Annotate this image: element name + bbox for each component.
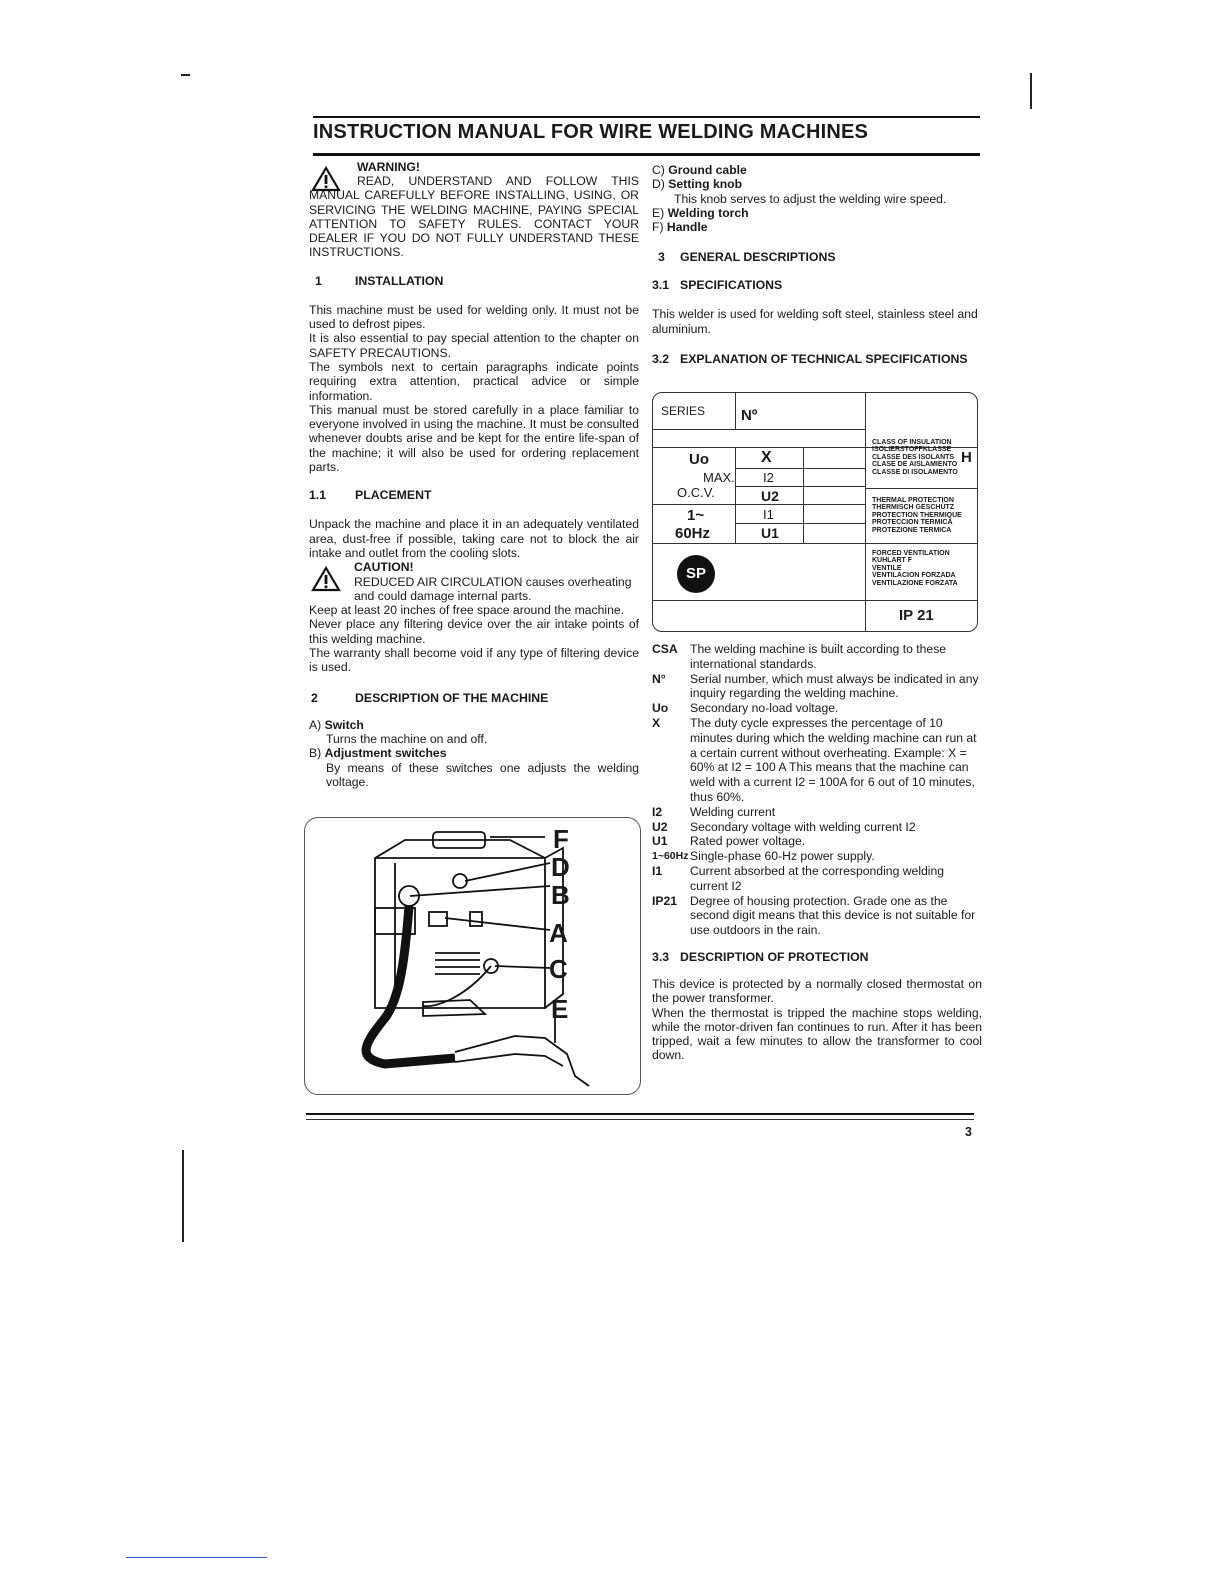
- section-3-heading: [652, 250, 984, 265]
- definition-row: [652, 672, 982, 702]
- item-a-key: A): [309, 717, 322, 732]
- item-e: [652, 206, 984, 220]
- item-f-label: Handle: [666, 220, 708, 235]
- item-f: [652, 220, 984, 234]
- figure-letter-d: D: [551, 852, 570, 882]
- section-3-title: GENERAL DESCRIPTIONS: [680, 250, 836, 265]
- definition-key: U2: [652, 819, 668, 834]
- placement-para-1: Unpack the machine and place it in an adequately ventilated area, dust-free if possible, taking care not to block the air intake and outlet from the cooling slots.: [309, 517, 639, 560]
- definition-key: 1~60Hz: [652, 850, 689, 863]
- section-3-2-heading: [652, 352, 984, 367]
- section-3-1-title: SPECIFICATIONS: [680, 278, 783, 293]
- definition-row: [652, 849, 982, 864]
- definition-key: N°: [652, 671, 666, 686]
- spec-i1: I1: [763, 507, 774, 522]
- placement-para-2: Keep at least 20 inches of free space around the machine.: [309, 603, 625, 618]
- spec-divider-col2: [803, 447, 804, 543]
- footer-rule: [306, 1113, 974, 1115]
- item-e-key: E): [652, 205, 665, 220]
- section-3-1-text: This welder is used for welding soft steel, stainless steel and aluminium.: [652, 307, 978, 336]
- definition-text: Single-phase 60-Hz power supply.: [690, 849, 875, 864]
- protection-para-1: This device is protected by a normally closed thermostat on the power transformer.: [652, 976, 982, 1006]
- spec-insulation-text: CLASS OF INSULATION ISOLIERSTOFFKLASSE CLASSE DES ISOLANTS CLASE DE AISLAMIENTO CLASSE DI ISOLAMENTO: [872, 439, 958, 476]
- section-1-number: 1: [315, 273, 322, 288]
- item-b-desc: By means of these switches one adjusts the welding voltage.: [326, 760, 639, 789]
- definition-text: Serial number, which must always be indicated in any inquiry regarding the welding machine.: [690, 671, 979, 701]
- section-3-number: 3: [658, 250, 665, 265]
- spec-i2: I2: [763, 470, 774, 485]
- definition-row: [652, 701, 982, 716]
- spec-u2: U2: [761, 488, 779, 504]
- definition-row: [652, 642, 982, 672]
- definition-key: Uo: [652, 701, 669, 716]
- section-1-1-title: PLACEMENT: [355, 488, 432, 503]
- section-1-1-body: [309, 517, 639, 674]
- definition-text: The duty cycle expresses the percentage of 10 minutes during which the welding machine can run at a certain current without overheating. Example: X = 60% at I2 = 100 A This means that the machine can weld with a current I2 = 100A for 6 out of 10 minutes, thus 60%.: [690, 715, 977, 804]
- definition-row: [652, 894, 982, 938]
- section-1-heading: [309, 274, 639, 289]
- spec-no-label: Nº: [741, 407, 758, 424]
- spec-ventilation-text: FORCED VENTILATION KUHLART F VENTILE VENTILACION FORZADA VENTILAZIONE FORZATA: [872, 550, 958, 587]
- section-1-para-3: The symbols next to certain paragraphs indicate points requiring extra attention, practical advice or simple information.: [309, 359, 639, 403]
- scan-mark-dash: [181, 74, 190, 76]
- spec-max: MAX.: [703, 470, 735, 485]
- caution-text: REDUCED AIR CIRCULATION causes overheating and could damage internal parts.: [354, 574, 632, 603]
- item-a-label: Switch: [324, 717, 364, 732]
- item-e-label: Welding torch: [667, 205, 749, 220]
- section-3-2-title: EXPLANATION OF TECHNICAL SPECIFICATIONS: [680, 352, 968, 367]
- section-3-3-title: DESCRIPTION OF PROTECTION: [680, 949, 869, 964]
- definition-row: [652, 864, 982, 894]
- item-d-key: D): [652, 177, 665, 192]
- scan-mark-right-bar: [1030, 73, 1032, 109]
- csa-logo: SP: [677, 555, 715, 593]
- section-2-items-left: [309, 718, 639, 789]
- definition-key: I2: [652, 804, 663, 819]
- footer-rule-thin: [306, 1119, 974, 1120]
- figure-letter-b: B: [551, 880, 570, 910]
- section-2-number: 2: [311, 690, 318, 705]
- placement-para-3: Never place any filtering device over the air intake points of this welding machine.: [309, 617, 639, 646]
- spec-ip-rating: IP 21: [899, 607, 934, 624]
- item-d-label: Setting knob: [668, 177, 743, 192]
- spec-rule-1: [653, 429, 865, 430]
- definition-row: [652, 716, 982, 805]
- footnote-separator: [126, 1557, 267, 1558]
- spec-rule-u2: [653, 504, 865, 505]
- section-1-1-heading: [309, 488, 639, 503]
- section-1-title: INSTALLATION: [355, 273, 444, 288]
- section-3-2-number: 3.2: [652, 352, 670, 367]
- right-column: [652, 163, 984, 367]
- definition-row: [652, 805, 982, 820]
- spec-ocv: O.C.V.: [677, 485, 715, 500]
- definition-text: Current absorbed at the corresponding welding current I2: [690, 863, 945, 893]
- warning-text: READ, UNDERSTAND AND FOLLOW THIS MANUAL CAREFULLY BEFORE INSTALLING, USING, OR SERVICING THE WELDING MACHINE, PAYING SPECIAL ATTENTION TO SAFETY RULES. CONTACT YOUR DEALER IF YOU DO NOT FULLY UNDERSTAND THESE INSTRUCTIONS.: [309, 174, 639, 260]
- left-column: [309, 160, 639, 789]
- item-c: [652, 163, 984, 177]
- spec-rule-i2: [735, 486, 865, 487]
- figure-letter-a: A: [549, 918, 568, 948]
- welding-machine-drawing: [305, 818, 642, 1096]
- spec-plate: [652, 392, 978, 632]
- scan-mark-left-bar: [182, 1150, 184, 1242]
- definition-text: Secondary no-load voltage.: [690, 701, 839, 716]
- machine-figure: [304, 817, 641, 1095]
- spec-series-label: SERIES: [661, 404, 706, 418]
- warning-block: [309, 160, 639, 260]
- figure-letter-c: C: [549, 954, 568, 984]
- item-d-desc: This knob serves to adjust the welding wire speed.: [674, 191, 947, 206]
- definition-text: Secondary voltage with welding current I2: [690, 819, 916, 834]
- item-c-label: Ground cable: [668, 163, 747, 177]
- spec-phase: 1~: [687, 507, 705, 524]
- section-2-title: DESCRIPTION OF THE MACHINE: [355, 690, 549, 705]
- caution-title: CAUTION!: [354, 560, 414, 575]
- spec-insulation-class: H: [961, 449, 972, 466]
- spec-rule-i1: [735, 523, 865, 524]
- section-2-heading: [309, 691, 639, 706]
- definition-text: Rated power voltage.: [690, 834, 806, 849]
- definition-row: [652, 820, 982, 835]
- definition-text: Degree of housing protection. Grade one as the second digit means that this device is not suitable for use outdoors in the rain.: [690, 893, 976, 938]
- figure-letter-f: F: [553, 824, 569, 854]
- item-b-label: Adjustment switches: [324, 746, 447, 761]
- definition-row: [652, 834, 982, 849]
- item-b: [309, 746, 639, 760]
- caution-block: [309, 560, 639, 603]
- item-f-key: F): [652, 220, 664, 235]
- section-1-para-1: This machine must be used for welding only. It must not be used to defrost pipes.: [309, 302, 639, 332]
- section-1-body: [309, 303, 639, 475]
- spec-rule-4: [653, 600, 977, 601]
- section-3-3-heading: [652, 950, 982, 965]
- page-number: 3: [965, 1125, 972, 1139]
- section-1-1-number: 1.1: [309, 488, 327, 503]
- caution-triangle-icon: [311, 566, 341, 592]
- warning-triangle-icon: [311, 166, 341, 192]
- item-b-key: B): [309, 746, 322, 761]
- section-3-3-body: [652, 977, 982, 1063]
- section-3-1-heading: [652, 278, 984, 293]
- warning-title: WARNING!: [357, 160, 420, 174]
- definition-key: IP21: [652, 893, 678, 908]
- spec-divider-series: [735, 393, 736, 429]
- figure-letter-e: E: [551, 994, 569, 1024]
- spec-thermal-text: THERMAL PROTECTION THERMISCH GESCHÜTZ PROTECTION THERMIQUE PROTECCION TERMICA PROTEZIONE TERMICA: [872, 497, 962, 534]
- spec-hz: 60Hz: [675, 525, 711, 542]
- definitions-list: [652, 642, 982, 1063]
- spec-u1: U1: [761, 525, 779, 541]
- item-d: [652, 177, 984, 191]
- spec-uo: Uo: [689, 451, 709, 468]
- item-c-key: C): [652, 163, 665, 177]
- item-a: [309, 718, 639, 732]
- section-3-1-number: 3.1: [652, 278, 670, 293]
- page-title: INSTRUCTION MANUAL FOR WIRE WELDING MACHINES: [313, 121, 869, 143]
- title-rule-top: [313, 116, 980, 118]
- placement-para-4: The warranty shall become void if any type of filtering device is used.: [309, 646, 639, 675]
- title-rule-bottom: [313, 153, 980, 156]
- spec-divider-col1: [735, 447, 736, 543]
- spec-rule-x: [735, 468, 865, 469]
- spec-x: X: [761, 449, 772, 466]
- spec-rule-right-1: [865, 488, 977, 489]
- definition-text: The welding machine is built according to these international standards.: [690, 642, 947, 671]
- definition-text: Welding current: [690, 804, 776, 819]
- protection-para-2: When the thermostat is tripped the machine stops welding, while the motor-driven fan continues to run. After it has been tripped, wait a few minutes to allow the transformer to cool down.: [652, 1005, 982, 1063]
- item-a-desc: Turns the machine on and off.: [326, 731, 488, 746]
- spec-rule-3: [653, 543, 977, 544]
- definition-key: X: [652, 715, 661, 730]
- section-1-para-4: This manual must be stored carefully in a place familiar to everyone involved in using the machine. It must be consulted whenever doubts arise and be kept for the entire life-span of the machine; it will also be used for ordering replacement parts.: [309, 402, 639, 475]
- definition-key: I1: [652, 863, 663, 878]
- section-1-para-2: It is also essential to pay special attention to the chapter on SAFETY PRECAUTIONS.: [309, 331, 639, 360]
- definition-key: U1: [652, 834, 668, 849]
- definition-key: CSA: [652, 642, 678, 656]
- section-3-3-number: 3.3: [652, 949, 670, 964]
- spec-divider-main: [865, 393, 866, 631]
